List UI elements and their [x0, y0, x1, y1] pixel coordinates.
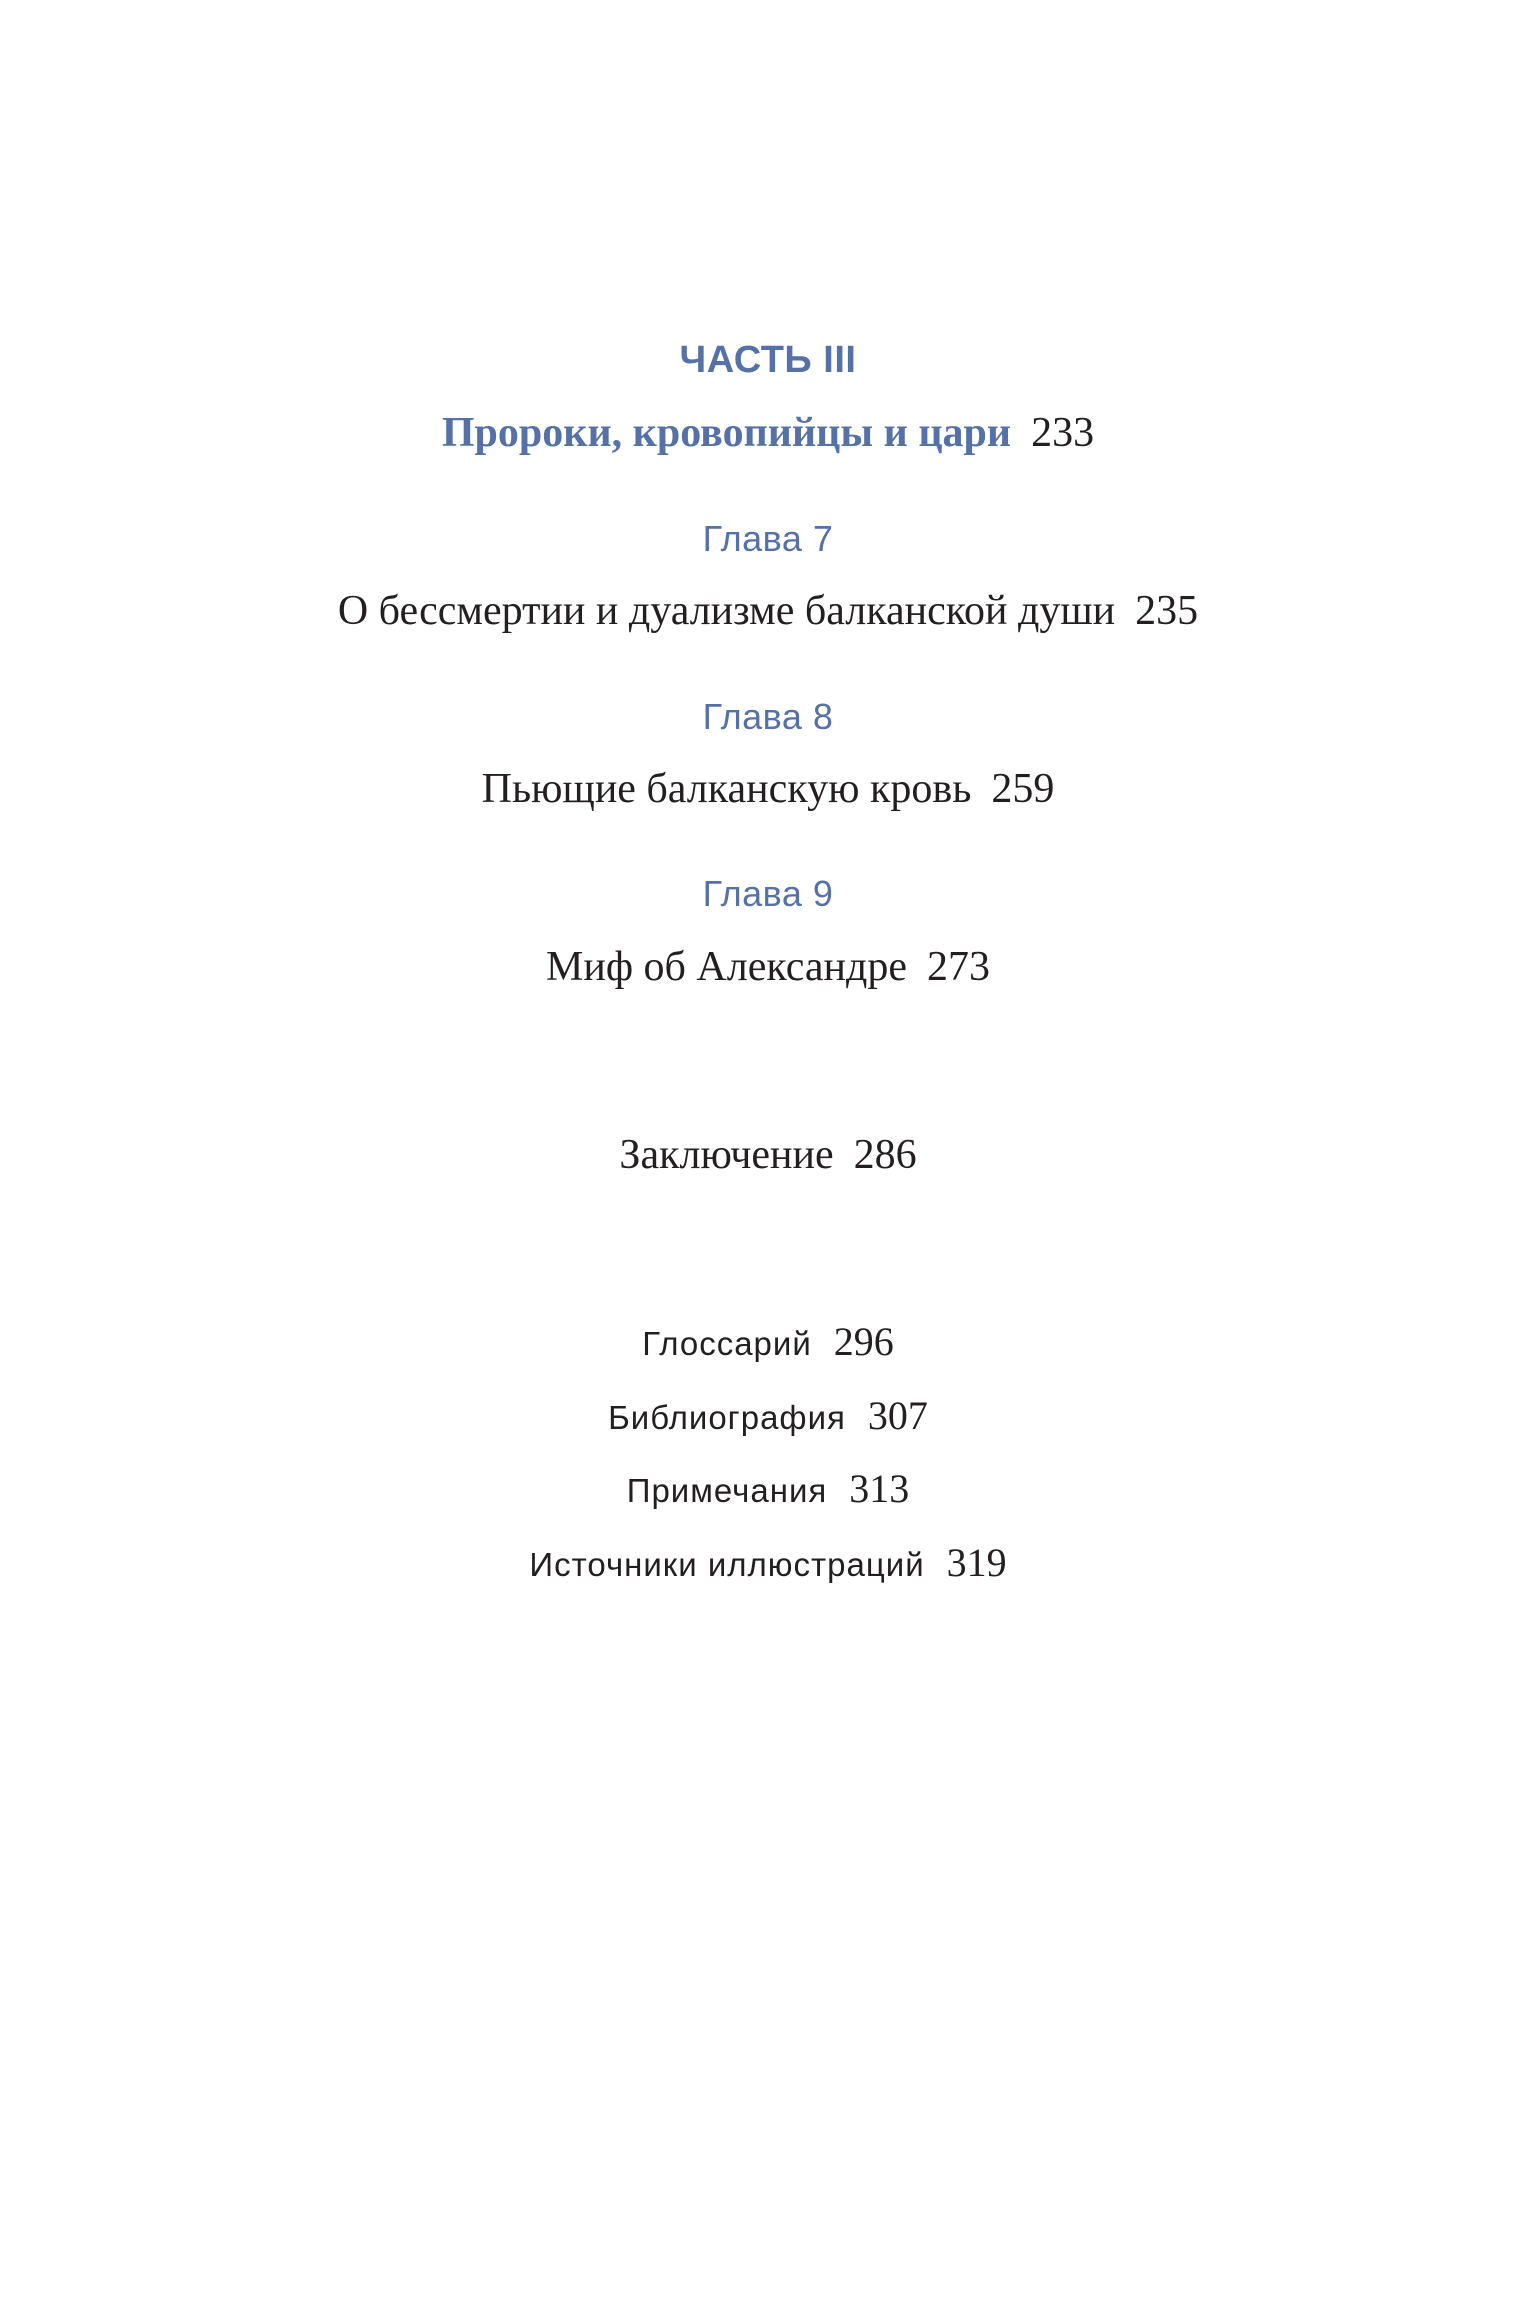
page-number: 273	[926, 944, 990, 990]
page-number: 313	[849, 1466, 910, 1511]
chapter-7-label: Глава 7	[702, 518, 834, 559]
page-number: 319	[946, 1540, 1007, 1585]
chapter-title: Пьющие балканскую кровь	[481, 766, 972, 812]
chapter-title: О бессмертии и дуализме балканской души	[337, 588, 1116, 634]
back-matter-title: Источники иллюстраций	[529, 1546, 925, 1583]
toc-entry-glossary[interactable]	[0, 1319, 1536, 1364]
toc-entry-notes[interactable]	[0, 1466, 1536, 1511]
toc-entry-part-iii[interactable]	[0, 412, 1536, 454]
chapter-title: Миф об Александре	[546, 944, 907, 990]
part-title: Пророки, кровопийцы и цари	[441, 410, 1012, 456]
page-number: 286	[853, 1132, 917, 1178]
conclusion-title: Заключение	[619, 1132, 834, 1178]
page-number: 235	[1135, 588, 1199, 634]
toc-entry-chapter-9[interactable]	[0, 946, 1536, 988]
chapter-8-label: Глава 8	[702, 696, 834, 737]
toc-entry-chapter-8[interactable]	[0, 768, 1536, 810]
part-label: ЧАСТЬ III	[679, 339, 857, 381]
back-matter-title: Библиография	[608, 1399, 846, 1436]
toc-entry-illustration-sources[interactable]	[0, 1540, 1536, 1585]
toc-entry-bibliography[interactable]	[0, 1393, 1536, 1438]
back-matter-title: Примечания	[626, 1472, 828, 1509]
back-matter-title: Глоссарий	[642, 1325, 812, 1362]
toc-entry-chapter-7[interactable]	[0, 590, 1536, 632]
page-number: 233	[1031, 410, 1095, 456]
page-number: 296	[833, 1319, 894, 1364]
page-number: 307	[867, 1393, 928, 1438]
page-number: 259	[991, 766, 1055, 812]
chapter-9-label: Глава 9	[702, 873, 834, 914]
toc-entry-conclusion[interactable]	[0, 1134, 1536, 1176]
